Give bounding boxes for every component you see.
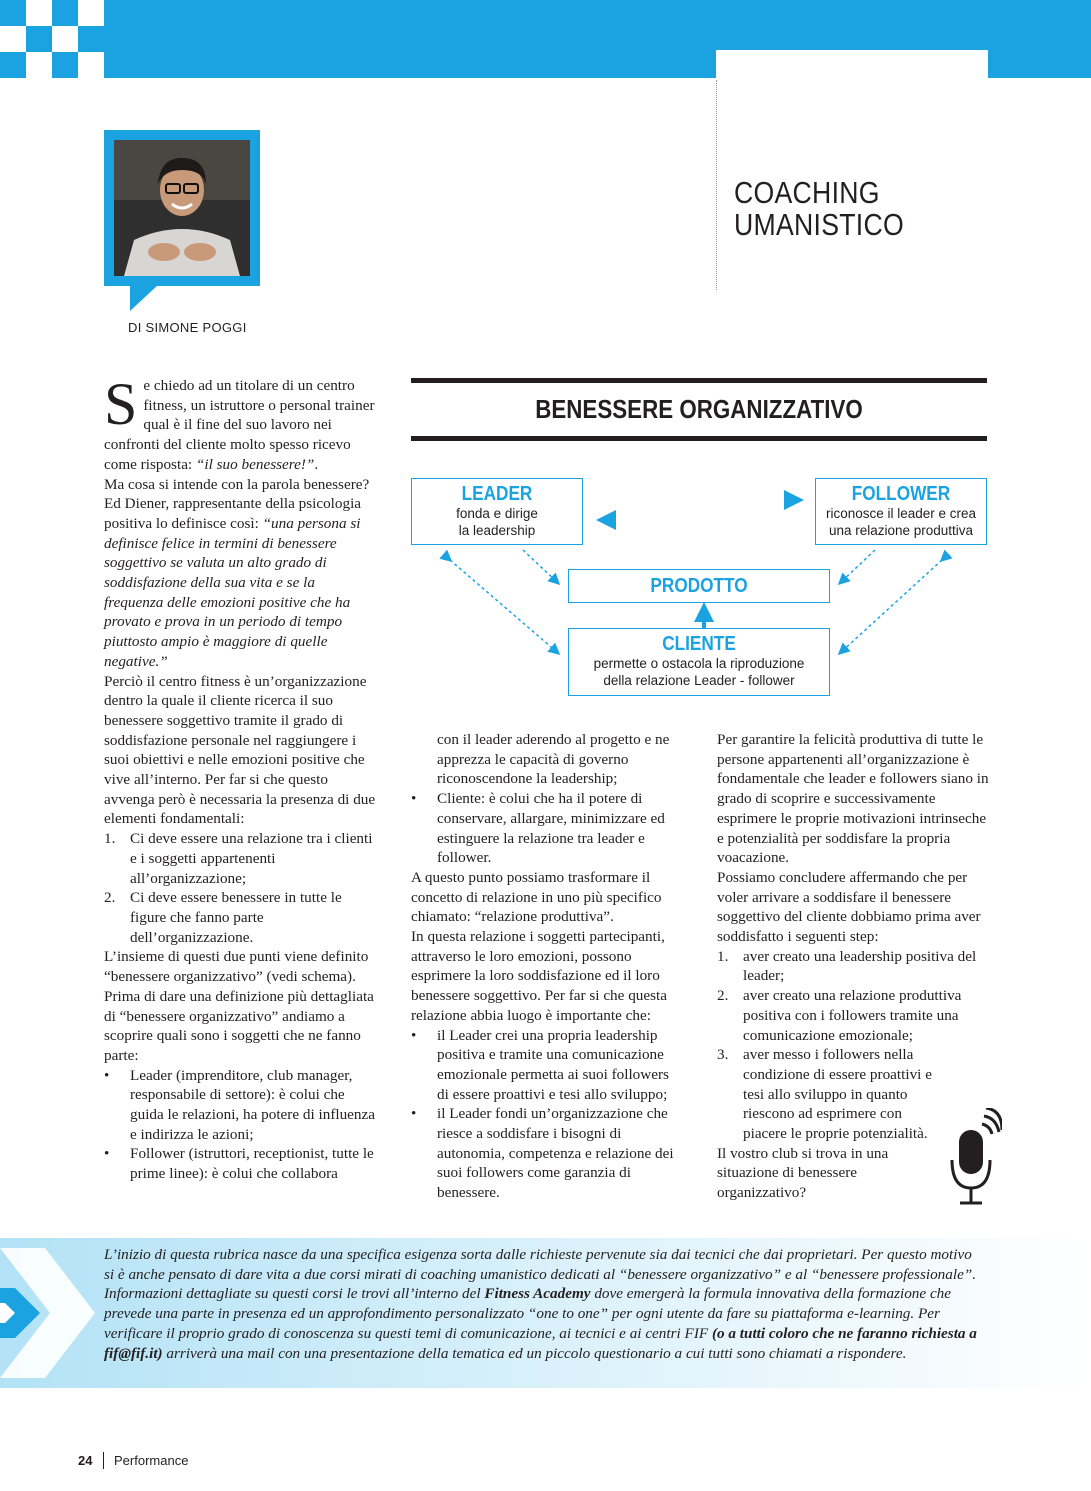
diagram-title: BENESSERE ORGANIZZATIVO (535, 394, 863, 424)
list-item: • il Leader crei una propria leadership positiva e tramite una comunicazione emozionale permetta ai suoi followers di essere proattivi e tesi allo sviluppo; (411, 1026, 669, 1103)
list-item: 3. aver messo i followers nella condizione di essere proattivi e tesi allo sviluppo in quanto riescono ad esprimere con piacere le proprie potenzialità. (717, 1046, 932, 1143)
diagram-arrows (0, 0, 1091, 720)
continued-text: con il leader aderendo al progetto e ne apprezza le capacità di governo riconoscendone la leadership; (437, 731, 670, 788)
happiness-paragraph: Per garantire la felicità produttiva di tutte le persone appartenenti all’organizzazione è fondamentale che leader e followers siano in grado di scoprire e successivamente esprimere le proprie motivazioni intrinseche e potenzialità per soddisfare la propria voacazione. (717, 731, 989, 867)
diagram-node-leader: LEADER fonda e dirige la leadership (411, 478, 583, 545)
list-item: • Leader (imprenditore, club manager, responsabile di settore): è colui che guida le relazioni, ha potere di influenza e indirizza le azioni; (104, 1066, 376, 1143)
info-box-text: L’inizio di questa rubrica nasce da una specifica esigenza sorta dalle richieste pervenute sia dai tecnici che dai proprietari. Per questo motivo si è anche pensato di dare vita a due corsi mirati di coaching umanistico dedicati al “benessere organizzativo” e al “benessere professionale”. Informazioni dettagliate su questi corsi le trovi all’interno del Fitness Academy dove emergerà la formula innovativa della formazione che prevede una parte in presenza ed un approfondimento personalizzato “one to one” per ogni utente da fare su piattaforma e-learning. Per verificare il proprio grado di conoscenza su questi temi di comunicazione, ai tecnici e ai centri FIF (o a tutti coloro che ne faranno richiesta a fif@fif.it) arriverà una mail con una presentazione della tematica ed un piccolo questionario a cui tutti sono chiamati a rispondere. (104, 1246, 977, 1362)
list-item: 2. Ci deve essere benessere in tutte le figure che fanno parte dell’organizzazione. (104, 889, 342, 946)
arrow-leader-cliente (450, 560, 558, 653)
closing-question: Il vostro club si trova in una situazione di benessere organizzativo? (717, 1144, 889, 1202)
drop-cap: S (104, 371, 138, 437)
diagram-node-cliente: CLIENTE permette o ostacola la riproduzione della relazione Leader - follower (568, 628, 830, 696)
cliente-bullet (411, 789, 683, 868)
leader-conditions-list (411, 1026, 683, 1203)
chevron-double-icon (0, 1238, 100, 1388)
arrow-follower-cliente (840, 560, 942, 653)
organization-paragraph: Perciò il centro fitness è un’organizzazione dentro la quale il cliente ricerca il suo benessere soggettivo tramite il grado di soddisfazione personale nel raggiungere i suoi obiettivi e nelle emozioni positive che vive all’interno. Per far si che questo avvenga però è necessaria la presenza di due elementi fondamentali: (104, 672, 376, 828)
byline: DI SIMONE POGGI (128, 320, 247, 335)
list-item: 2. aver creato una relazione produttiva positiva con i followers tramite una comunicazione emozionale; (717, 987, 962, 1044)
participants-paragraph: In questa relazione i soggetti partecipanti, attraverso le loro emozioni, possono esprimere la loro soddisfazione ed il loro benessere soggettivo. Per far si che questa relazione abbia luogo è importante che: (411, 928, 667, 1024)
list-item: 1. Ci deve essere una relazione tra i clienti e i soggetti appartenenti all’organizzazione; (104, 830, 373, 887)
column-2 (411, 730, 683, 1203)
intro-paragraph: Se chiedo ad un titolare di un centro fitness, un istruttore o personal trainer qual è il fine del suo lavoro nei confronti del cliente molto spesso ricevo come risposta: “il suo benessere!”. (104, 371, 375, 473)
microphone-icon (940, 1108, 1002, 1208)
relation-paragraph: A questo punto possiamo trasformare il concetto di relazione in uno più specifico chiamato: “relazione produttiva”. (411, 868, 662, 926)
arrow-leader-to-prodotto (523, 550, 558, 583)
arrow-follower-to-prodotto (840, 550, 875, 583)
list-item: • Follower (istruttori, receptionist, tutte le prime linee): è colui che collabora (104, 1145, 374, 1183)
list-item: 1. aver creato una leadership positiva del leader; (717, 947, 977, 985)
magazine-name: Performance (114, 1453, 189, 1468)
section-title: COACHING UMANISTICO (734, 175, 904, 242)
conclusion-paragraph: Possiamo concludere affermando che per voler arrivare a soddisfare il benessere soggettivo del cliente dobbiamo prima aver soddisfatto i seguenti step: (717, 868, 981, 946)
question-paragraph: Ma cosa si intende con la parola benessere? (104, 475, 370, 493)
diagram-node-prodotto: PRODOTTO (568, 569, 830, 603)
definition-paragraph: L’insieme di questi due punti viene definito “benessere organizzativo” (vedi schema). Prima di dare una definizione più dettagliata di “benessere organizzativo” andiamo a scoprire quali sono i soggetti che ne fanno parte: (104, 948, 374, 1064)
list-item: • Cliente: è colui che ha il potere di conservare, allargare, minimizzare ed estinguere la relazione tra leader e follower. (411, 790, 665, 867)
subjects-list (104, 1066, 376, 1184)
diener-paragraph: Ed Diener, rappresentante della psicologia positiva lo definisce così: “una persona si definisce felice in termini di benessere soggettivo se valuta un alto grado di soddisfazione della sua vita e se la frequenza delle emozioni positive che ha provato e prova in un periodo di tempo piuttosto ampio è maggiore di quelle negative.” (104, 495, 362, 670)
footer-divider (103, 1452, 104, 1469)
elements-list (104, 829, 376, 947)
list-item: • il Leader fondi un’organizzazione che riesce a soddisfare i bisogni di autonomia, competenza e relazione dei suoi followers come garanzia di benessere. (411, 1105, 674, 1202)
diagram-node-follower: FOLLOWER riconosce il leader e crea una relazione produttiva (815, 478, 987, 545)
page-number: 24 (78, 1453, 93, 1468)
